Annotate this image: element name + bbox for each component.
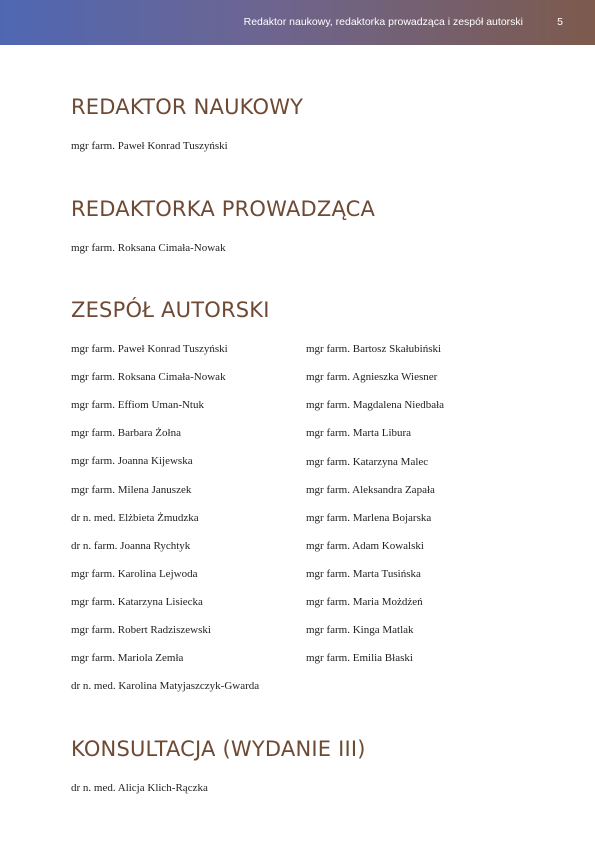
page-header bbox=[0, 0, 595, 45]
author-name: mgr farm. Karolina Lejwoda bbox=[71, 568, 198, 580]
scientific-editor-name: mgr farm. Paweł Konrad Tuszyński bbox=[71, 140, 228, 152]
author-name: mgr farm. Emilia Błaski bbox=[306, 652, 413, 664]
managing-editor-name: mgr farm. Roksana Cimała-Nowak bbox=[71, 242, 226, 254]
author-name: mgr farm. Agnieszka Wiesner bbox=[306, 371, 438, 383]
heading-scientific-editor: REDAKTOR NAUKOWY bbox=[71, 95, 304, 119]
consultation-name: dr n. med. Alicja Klich-Rączka bbox=[71, 782, 208, 794]
author-name: mgr farm. Marlena Bojarska bbox=[306, 512, 432, 524]
author-name: mgr farm. Marta Libura bbox=[306, 427, 412, 439]
author-name: mgr farm. Katarzyna Malec bbox=[306, 456, 429, 468]
author-name: mgr farm. Joanna Kijewska bbox=[71, 455, 193, 467]
author-name: mgr farm. Roksana Cimała-Nowak bbox=[71, 371, 226, 383]
author-name: dr n. med. Elżbieta Żmudzka bbox=[71, 512, 199, 524]
author-name: mgr farm. Kinga Matlak bbox=[306, 624, 414, 636]
author-name: dr n. med. Karolina Matyjaszczyk-Gwarda bbox=[71, 680, 260, 692]
author-name: mgr farm. Robert Radziszewski bbox=[71, 624, 211, 636]
header-title: Redaktor naukowy, redaktorka prowadząca i zespół autorski bbox=[243, 16, 523, 28]
author-name: mgr farm. Magdalena Niedbała bbox=[306, 399, 445, 411]
author-name: mgr farm. Paweł Konrad Tuszyński bbox=[71, 343, 228, 355]
author-name: mgr farm. Mariola Zemła bbox=[71, 652, 184, 664]
author-name: mgr farm. Adam Kowalski bbox=[306, 540, 424, 552]
author-name: mgr farm. Aleksandra Zapała bbox=[306, 484, 435, 496]
author-name: dr n. farm. Joanna Rychtyk bbox=[71, 540, 191, 552]
author-name: mgr farm. Marta Tusińska bbox=[306, 568, 421, 580]
author-name: mgr farm. Bartosz Skałubiński bbox=[306, 343, 442, 355]
author-name: mgr farm. Effiom Uman-Ntuk bbox=[71, 399, 204, 411]
author-name: mgr farm. Barbara Żołna bbox=[71, 427, 181, 439]
heading-authors: ZESPÓŁ AUTORSKI bbox=[71, 298, 270, 322]
author-name: mgr farm. Maria Możdżeń bbox=[306, 596, 423, 608]
author-name: mgr farm. Katarzyna Lisiecka bbox=[71, 596, 203, 608]
author-name: mgr farm. Milena Januszek bbox=[71, 484, 192, 496]
page-number: 5 bbox=[557, 16, 563, 28]
heading-consultation: KONSULTACJA (WYDANIE III) bbox=[71, 737, 366, 761]
heading-managing-editor: REDAKTORKA PROWADZĄCA bbox=[71, 197, 376, 221]
